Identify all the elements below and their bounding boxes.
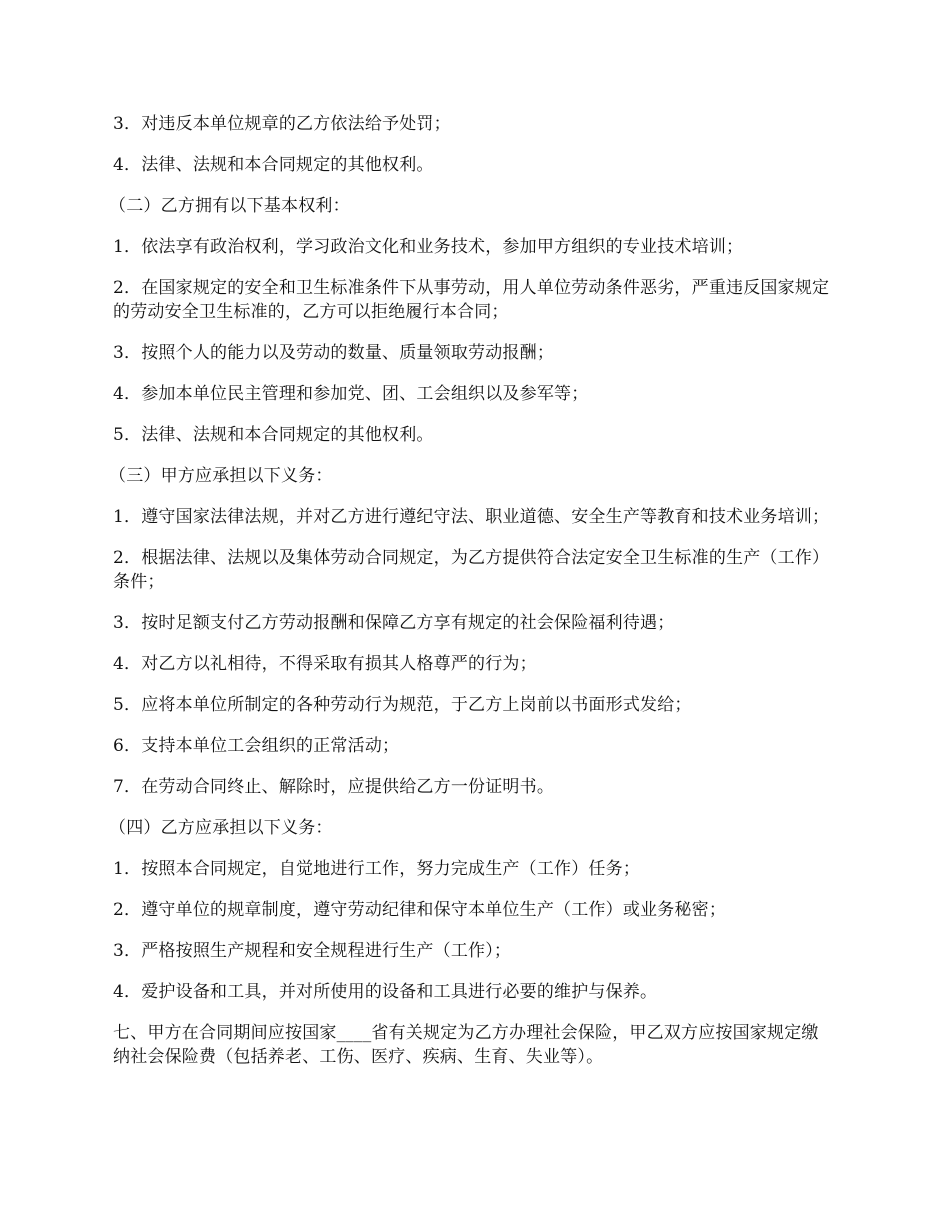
document-body [109, 112, 835, 1086]
paragraph-item-4-other-rights: 4．法律、法规和本合同规定的其他权利。 [113, 155, 434, 175]
paragraph-a-duty-1: 1．遵守国家法律法规，并对乙方进行遵纪守法、职业道德、安全生产等教育和技术业务培训； [113, 507, 830, 527]
section-heading-party-a-duties: （三）甲方应承担以下义务： [109, 466, 333, 486]
paragraph-a-duty-3: 3．按时足额支付乙方劳动报酬和保障乙方享有规定的社会保险福利待遇； [113, 613, 675, 633]
paragraph-item-3-penalty: 3．对违反本单位规章的乙方依法给予处罚； [113, 114, 451, 134]
paragraph-b-duty-1: 1．按照本合同规定，自觉地进行工作，努力完成生产（工作）任务； [113, 859, 641, 879]
paragraph-b-right-2: 2．在国家规定的安全和卫生标准条件下从事劳动，用人单位劳动条件恶劣，严重违反国家规定的劳动安全卫生标准的，乙方可以拒绝履行本合同； [113, 278, 830, 322]
paragraph-b-right-3: 3．按照个人的能力以及劳动的数量、质量领取劳动报酬； [113, 343, 555, 363]
paragraph-b-right-1: 1．依法享有政治权利，学习政治文化和业务技术，参加甲方组织的专业技术培训； [113, 237, 744, 257]
paragraph-b-right-5: 5．法律、法规和本合同规定的其他权利。 [113, 425, 434, 445]
section-heading-party-b-rights: （二）乙方拥有以下基本权利： [109, 196, 350, 216]
paragraph-b-duty-3: 3．严格按照生产规程和安全规程进行生产（工作）； [113, 941, 512, 961]
paragraph-b-duty-4: 4．爱护设备和工具，并对所使用的设备和工具进行必要的维护与保养。 [113, 982, 658, 1002]
paragraph-a-duty-2: 2．根据法律、法规以及集体劳动合同规定，为乙方提供符合法定安全卫生标准的生产（工作）条件； [113, 548, 830, 592]
paragraph-b-duty-2: 2．遵守单位的规章制度，遵守劳动纪律和保守本单位生产（工作）或业务秘密； [113, 900, 727, 920]
paragraph-b-right-4: 4．参加本单位民主管理和参加党、团、工会组织以及参军等； [113, 384, 589, 404]
paragraph-a-duty-4: 4．对乙方以礼相待，不得采取有损其人格尊严的行为； [113, 654, 537, 674]
paragraph-a-duty-6: 6．支持本单位工会组织的正常活动； [113, 736, 400, 756]
section-heading-party-b-duties: （四）乙方应承担以下义务： [109, 818, 333, 838]
paragraph-clause-7-social-insurance: 七、甲方在合同期间应按国家____省有关规定为乙方办理社会保险，甲乙双方应按国家规定缴纳社会保险费（包括养老、工伤、医疗、疾病、生育、失业等）。 [113, 1023, 819, 1067]
paragraph-a-duty-5: 5．应将本单位所制定的各种劳动行为规范，于乙方上岗前以书面形式发给； [113, 695, 692, 715]
paragraph-a-duty-7: 7．在劳动合同终止、解除时，应提供给乙方一份证明书。 [113, 777, 555, 797]
